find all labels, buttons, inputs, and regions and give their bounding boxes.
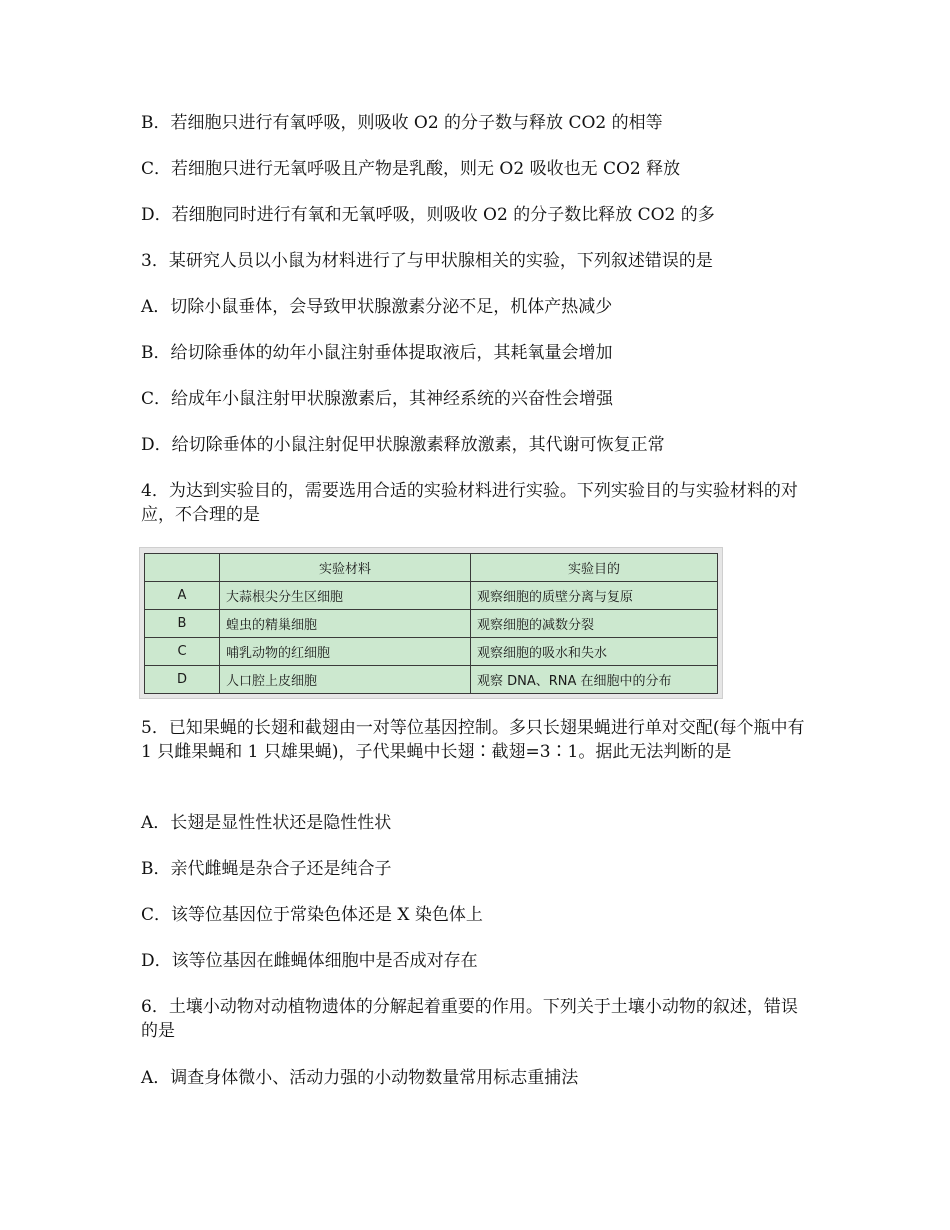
table-header-blank — [145, 554, 220, 582]
question-5-stem: 5．已知果蝇的长翅和截翅由一对等位基因控制。多只长翅果蝇进行单对交配(每个瓶中有 1 只雌果蝇和 1 只雄果蝇)，子代果蝇中长翅∶截翅=3∶1。据此无法判断的是 — [141, 718, 805, 762]
row-label: A — [145, 582, 220, 610]
question-3-option-d: D．给切除垂体的小鼠注射促甲状腺激素释放激素，其代谢可恢复正常 — [141, 435, 665, 455]
question-5-option-c: C．该等位基因位于常染色体还是 X 染色体上 — [141, 905, 483, 925]
option-d-respiration: D．若细胞同时进行有氧和无氧呼吸，则吸收 O2 的分子数比释放 CO2 的多 — [141, 205, 715, 225]
table-row — [145, 638, 718, 666]
question-6-stem: 6．土壤小动物对动植物遗体的分解起着重要的作用。下列关于土壤小动物的叙述，错误的是 — [141, 997, 798, 1041]
row-purpose: 观察细胞的质壁分离与复原 — [471, 582, 718, 610]
question-5-option-d: D．该等位基因在雌蝇体细胞中是否成对存在 — [141, 951, 478, 971]
table-row — [145, 582, 718, 610]
row-material: 蝗虫的精巢细胞 — [220, 610, 471, 638]
question-4-stem: 4．为达到实验目的，需要选用合适的实验材料进行实验。下列实验目的与实验材料的对应，不合理的是 — [141, 481, 798, 525]
row-label: C — [145, 638, 220, 666]
question-3-option-c: C．给成年小鼠注射甲状腺激素后，其神经系统的兴奋性会增强 — [141, 389, 614, 409]
materials-table — [144, 553, 718, 694]
row-label: D — [145, 666, 220, 694]
option-b-respiration: B．若细胞只进行有氧呼吸，则吸收 O2 的分子数与释放 CO2 的相等 — [141, 113, 663, 133]
question-5-option-a: A．长翅是显性性状还是隐性性状 — [141, 813, 392, 833]
table-header-material: 实验材料 — [220, 554, 471, 582]
row-material: 哺乳动物的红细胞 — [220, 638, 471, 666]
table-header-row — [145, 554, 718, 582]
row-purpose: 观察细胞的减数分裂 — [471, 610, 718, 638]
row-label: B — [145, 610, 220, 638]
option-c-respiration: C．若细胞只进行无氧呼吸且产物是乳酸，则无 O2 吸收也无 CO2 释放 — [141, 159, 681, 179]
question-6-option-a: A．调查身体微小、活动力强的小动物数量常用标志重捕法 — [141, 1068, 579, 1088]
question-3-option-a: A．切除小鼠垂体，会导致甲状腺激素分泌不足，机体产热减少 — [141, 297, 613, 317]
question-3-option-b: B．给切除垂体的幼年小鼠注射垂体提取液后，其耗氧量会增加 — [141, 343, 613, 363]
row-material: 大蒜根尖分生区细胞 — [220, 582, 471, 610]
table-row — [145, 666, 718, 694]
row-purpose: 观察细胞的吸水和失水 — [471, 638, 718, 666]
row-material: 人口腔上皮细胞 — [220, 666, 471, 694]
materials-table-image — [139, 547, 723, 699]
question-3-stem: 3．某研究人员以小鼠为材料进行了与甲状腺相关的实验，下列叙述错误的是 — [141, 251, 713, 271]
table-row — [145, 610, 718, 638]
question-5-option-b: B．亲代雌蝇是杂合子还是纯合子 — [141, 859, 392, 879]
row-purpose: 观察 DNA、RNA 在细胞中的分布 — [471, 666, 718, 694]
table-header-purpose: 实验目的 — [471, 554, 718, 582]
